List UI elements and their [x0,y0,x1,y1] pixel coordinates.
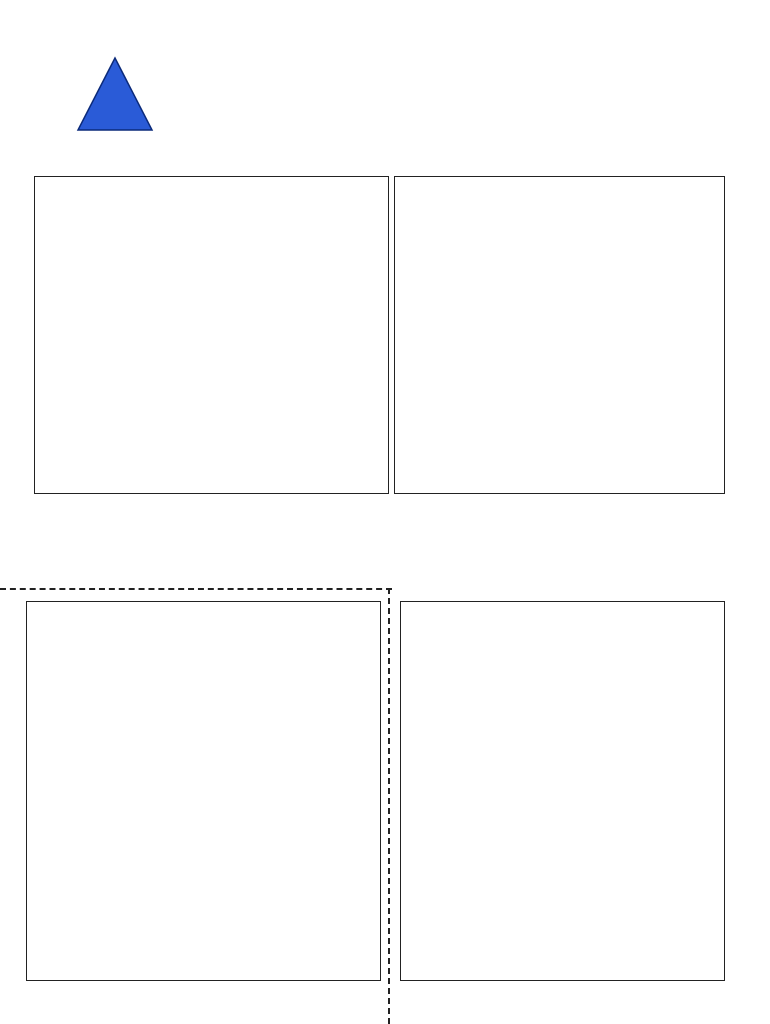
schedule-left-box [34,176,389,494]
banquet-coupon [26,601,381,981]
hotel-info-box [400,601,725,981]
logo-triangle [78,58,152,130]
schedule-right-box [394,176,725,494]
cut-line-horizontal [0,588,392,590]
area15-logo [40,40,190,150]
cut-line-vertical [388,588,390,1024]
